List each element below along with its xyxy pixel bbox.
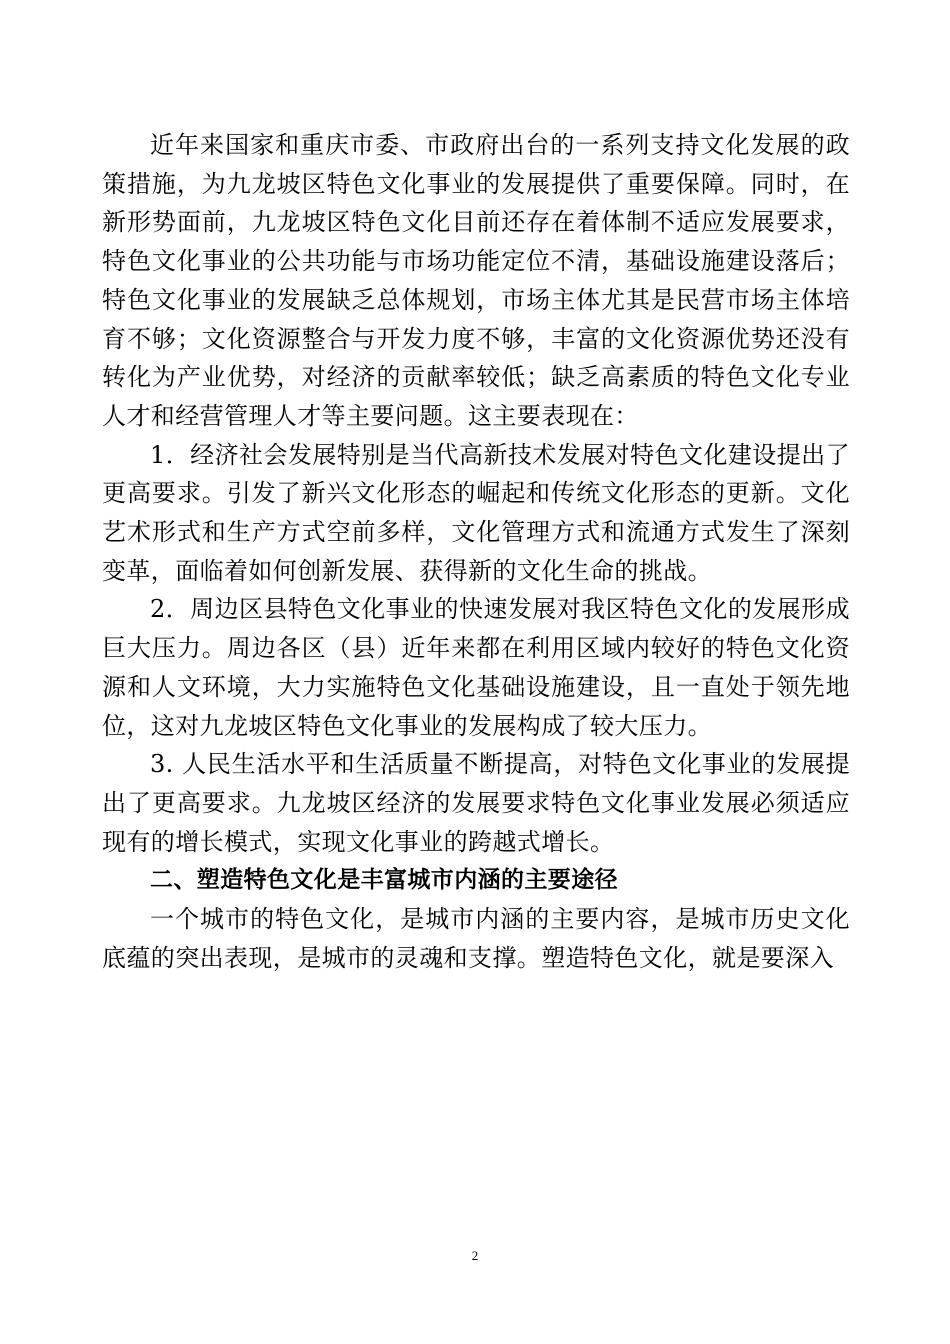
section-heading: 二、塑造特色文化是丰富城市内涵的主要途径 [150,867,618,894]
paragraph-point-3: 3. 人民生活水平和生活质量不断提高，对特色文化事业的发展提出了更高要求。九龙坡区经济的发展要求特色文化事业发展必须适应现有的增长模式，实现文化事业的跨越式增长。 [102,750,850,856]
paragraph-closing: 一个城市的特色文化，是城市内涵的主要内容，是城市历史文化底蕴的突出表现，是城市的灵魂和支撑。塑造特色文化，就是要深入 [102,905,850,972]
paragraph-point-1: 1．经济社会发展特别是当代高新技术发展对特色文化建设提出了更高要求。引发了新兴文化形态的崛起和传统文化形态的更新。文化艺术形式和生产方式空前多样，文化管理方式和流通方式发生了深刻变革，面临着如何创新发展、获得新的文化生命的挑战。 [102,440,850,585]
paragraph-point-2: 2．周边区县特色文化事业的快速发展对我区特色文化的发展形成巨大压力。周边各区（县）近年来都在利用区域内较好的特色文化资源和人文环境，大力实施特色文化基础设施建设，且一直处于领先地位，这对九龙坡区特色文化事业的发展构成了较大压力。 [102,595,850,740]
paragraph-intro: 近年来国家和重庆市委、市政府出台的一系列支持文化发展的政策措施，为九龙坡区特色文化事业的发展提供了重要保障。同时，在新形势面前，九龙坡区特色文化目前还存在着体制不适应发展要求，特色文化事业的公共功能与市场功能定位不清，基础设施建设落后；特色文化事业的发展缺乏总体规划，市场主体尤其是民营市场主体培育不够；文化资源整合与开发力度不够，丰富的文化资源优势还没有转化为产业优势，对经济的贡献率较低；缺乏高素质的特色文化专业人才和经营管理人才等主要问题。这主要表现在： [102,131,850,430]
document-body [102,126,850,977]
page-number: 2 [471,1248,479,1263]
